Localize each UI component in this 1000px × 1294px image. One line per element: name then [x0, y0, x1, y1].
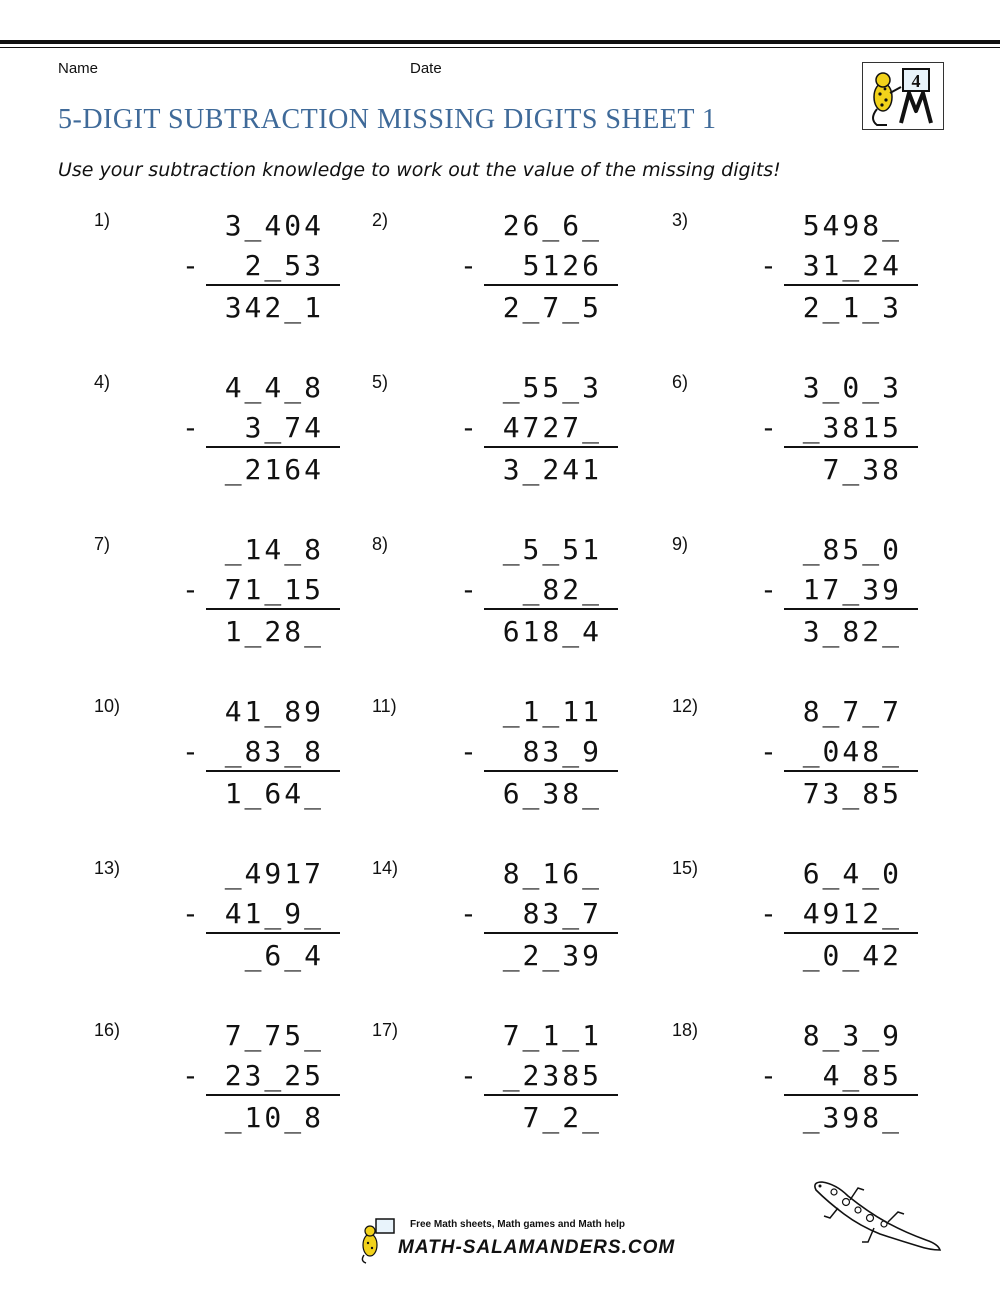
footer-salamander-icon: [358, 1215, 398, 1265]
answer-line: [206, 446, 340, 448]
subtrahend: _3815: [802, 411, 902, 444]
subtrahend: 4727_: [502, 411, 602, 444]
minus-sign: -: [182, 249, 199, 282]
subtrahend: 71_15: [224, 573, 324, 606]
answer-line: [206, 608, 340, 610]
minus-sign: -: [182, 411, 199, 444]
minuend: 7_75_: [224, 1019, 324, 1052]
answer-line: [784, 932, 918, 934]
difference: 1_28_: [224, 615, 324, 648]
date-label: Date: [410, 60, 442, 77]
minuend: 3_404: [224, 209, 324, 242]
problem-3: [672, 210, 962, 360]
problem-number: 10): [94, 696, 121, 716]
problem-16: [94, 1020, 384, 1170]
answer-line: [206, 1094, 340, 1096]
footer-tagline: Free Math sheets, Math games and Math help: [410, 1219, 626, 1230]
problem-number: 12): [672, 696, 699, 716]
problem-number: 3): [672, 210, 689, 230]
difference: 6_38_: [502, 777, 602, 810]
subtrahend: 83_9: [522, 735, 602, 768]
answer-line: [206, 932, 340, 934]
minuend: _4917: [224, 857, 324, 890]
subtrahend: 23_25: [224, 1059, 324, 1092]
difference: 2_1_3: [802, 291, 902, 324]
minus-sign: -: [760, 735, 777, 768]
subtrahend: 2_53: [244, 249, 324, 282]
difference: 7_2_: [522, 1101, 602, 1134]
logo-digit: 4: [911, 71, 921, 91]
subtrahend: 4_85: [822, 1059, 902, 1092]
difference: 342_1: [224, 291, 324, 324]
problem-18: [672, 1020, 962, 1170]
problem-7: [94, 534, 384, 684]
subtrahend: 17_39: [802, 573, 902, 606]
minus-sign: -: [760, 573, 777, 606]
minuend: 41_89: [224, 695, 324, 728]
subtrahend: _2385: [502, 1059, 602, 1092]
salamander-teacher-icon: [863, 63, 943, 129]
problem-number: 2): [372, 210, 389, 230]
difference: 618_4: [502, 615, 602, 648]
minus-sign: -: [760, 249, 777, 282]
answer-line: [784, 446, 918, 448]
minus-sign: -: [182, 735, 199, 768]
minus-sign: -: [460, 411, 477, 444]
answer-line: [206, 284, 340, 286]
difference: _10_8: [224, 1101, 324, 1134]
minus-sign: -: [460, 573, 477, 606]
difference: 3_241: [502, 453, 602, 486]
minuend: 8_16_: [502, 857, 602, 890]
problem-5: [372, 372, 662, 522]
problem-number: 8): [372, 534, 389, 554]
minus-sign: -: [460, 897, 477, 930]
minuend: _14_8: [224, 533, 324, 566]
answer-line: [784, 284, 918, 286]
minus-sign: -: [460, 735, 477, 768]
problem-number: 16): [94, 1020, 121, 1040]
problem-number: 5): [372, 372, 389, 392]
subtrahend: 83_7: [522, 897, 602, 930]
minuend: 8_7_7: [802, 695, 902, 728]
answer-line: [784, 1094, 918, 1096]
minus-sign: -: [182, 1059, 199, 1092]
problem-1: [94, 210, 384, 360]
problem-number: 1): [94, 210, 111, 230]
minus-sign: -: [182, 573, 199, 606]
difference: _0_42: [802, 939, 902, 972]
difference: _2164: [224, 453, 324, 486]
difference: _2_39: [502, 939, 602, 972]
problem-number: 17): [372, 1020, 399, 1040]
minuend: 8_3_9: [802, 1019, 902, 1052]
difference: _6_4: [244, 939, 324, 972]
difference: 1_64_: [224, 777, 324, 810]
problem-15: [672, 858, 962, 1008]
subtrahend: _048_: [802, 735, 902, 768]
answer-line: [484, 446, 618, 448]
top-rule-thick: [0, 40, 1000, 44]
answer-line: [484, 608, 618, 610]
problem-6: [672, 372, 962, 522]
salamander-illustration-icon: [808, 1176, 943, 1258]
minuend: 7_1_1: [502, 1019, 602, 1052]
problem-number: 18): [672, 1020, 699, 1040]
subtrahend: _83_8: [224, 735, 324, 768]
grade-logo: [862, 62, 944, 130]
problem-11: [372, 696, 662, 846]
minus-sign: -: [760, 411, 777, 444]
answer-line: [484, 1094, 618, 1096]
minus-sign: -: [182, 897, 199, 930]
footer-logo: [358, 1215, 676, 1265]
problem-number: 13): [94, 858, 121, 878]
difference: 7_38: [822, 453, 902, 486]
problem-4: [94, 372, 384, 522]
difference: 73_85: [802, 777, 902, 810]
minuend: 5498_: [802, 209, 902, 242]
answer-line: [206, 770, 340, 772]
problem-number: 4): [94, 372, 111, 392]
subtrahend: 3_74: [244, 411, 324, 444]
answer-line: [484, 284, 618, 286]
subtrahend: 4912_: [802, 897, 902, 930]
minus-sign: -: [760, 1059, 777, 1092]
problem-17: [372, 1020, 662, 1170]
difference: _398_: [802, 1101, 902, 1134]
sheet-title: 5-DIGIT SUBTRACTION MISSING DIGITS SHEET 1: [58, 104, 717, 135]
answer-line: [484, 932, 618, 934]
problem-number: 11): [372, 696, 397, 716]
top-rule-thin: [0, 47, 1000, 48]
instructions: Use your subtraction knowledge to work out the value of the missing digits!: [58, 159, 781, 181]
minus-sign: -: [460, 1059, 477, 1092]
footer-site-name: MATH-SALAMANDERS.COM: [398, 1237, 676, 1258]
minuend: 26_6_: [502, 209, 602, 242]
subtrahend: _82_: [522, 573, 602, 606]
minus-sign: -: [460, 249, 477, 282]
problem-10: [94, 696, 384, 846]
problem-14: [372, 858, 662, 1008]
problem-number: 7): [94, 534, 111, 554]
problem-number: 14): [372, 858, 399, 878]
problem-number: 9): [672, 534, 689, 554]
problem-13: [94, 858, 384, 1008]
problem-8: [372, 534, 662, 684]
minuend: _85_0: [802, 533, 902, 566]
problem-9: [672, 534, 962, 684]
problem-number: 6): [672, 372, 689, 392]
minuend: 3_0_3: [802, 371, 902, 404]
answer-line: [784, 770, 918, 772]
subtrahend: 31_24: [802, 249, 902, 282]
answer-line: [484, 770, 618, 772]
minuend: 4_4_8: [224, 371, 324, 404]
problem-2: [372, 210, 662, 360]
subtrahend: 41_9_: [224, 897, 324, 930]
minuend: _55_3: [502, 371, 602, 404]
minuend: 6_4_0: [802, 857, 902, 890]
subtrahend: 5126: [522, 249, 602, 282]
problem-number: 15): [672, 858, 699, 878]
answer-line: [784, 608, 918, 610]
difference: 2_7_5: [502, 291, 602, 324]
minus-sign: -: [760, 897, 777, 930]
problem-12: [672, 696, 962, 846]
minuend: _1_11: [502, 695, 602, 728]
name-label: Name: [58, 60, 99, 77]
difference: 3_82_: [802, 615, 902, 648]
minuend: _5_51: [502, 533, 602, 566]
